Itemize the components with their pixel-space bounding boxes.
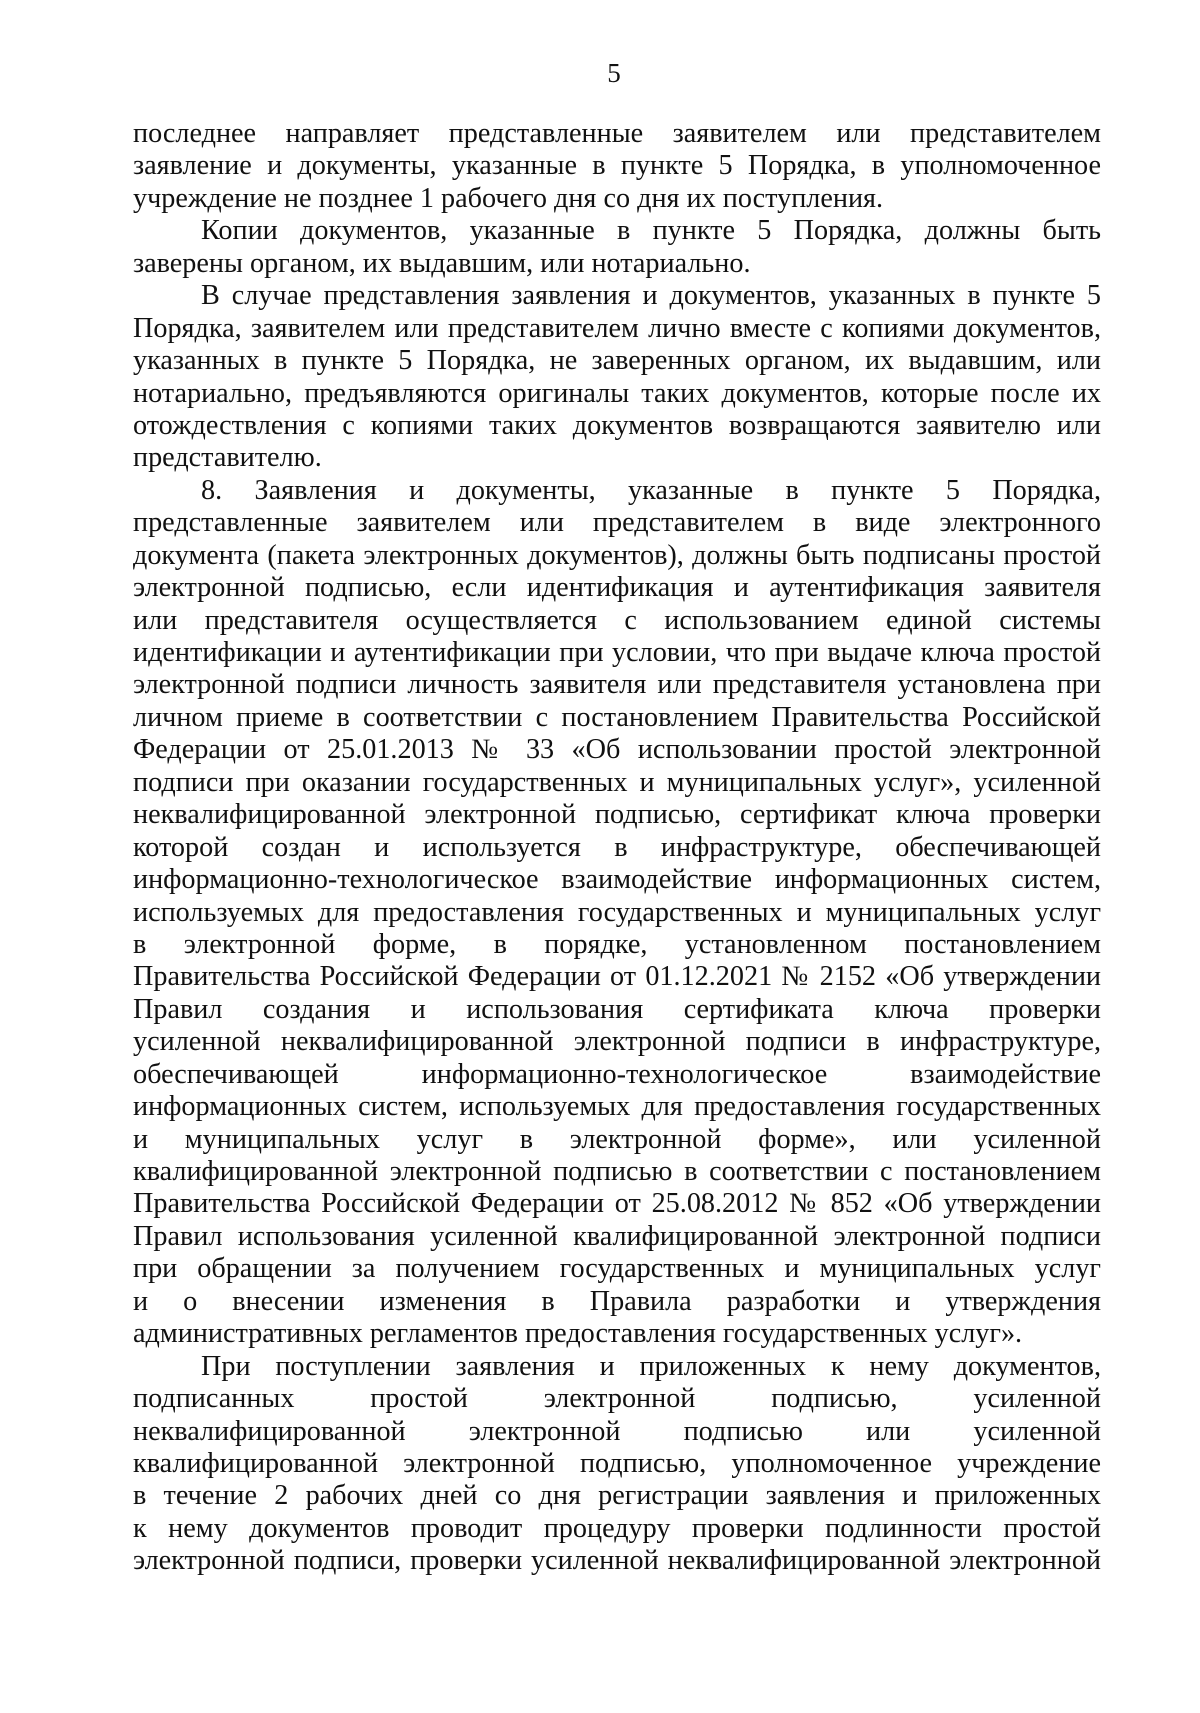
text-line: личном приеме в соответствии с постановлением Правительства Российской	[133, 701, 1101, 733]
text-line: и о внесении изменения в Правила разработки и утверждения	[133, 1285, 1101, 1317]
text-line: представителю.	[133, 442, 322, 474]
text-line: неквалифицированной электронной подписью или усиленной	[133, 1415, 1101, 1447]
text-line: Федерации от 25.01.2013 № 33 «Об использовании простой электронной	[133, 734, 1101, 766]
document-body	[133, 118, 1101, 1578]
text-line: квалифицированной электронной подписью в соответствии с постановлением	[133, 1156, 1101, 1187]
text-line: информационно-технологическое взаимодействие информационных систем,	[133, 864, 1101, 896]
text-line: и муниципальных услуг в электронной форме», или усиленной	[133, 1123, 1101, 1155]
text-line: Правительства Российской Федерации от 25.08.2012 № 852 «Об утверждении	[133, 1188, 1101, 1220]
text-line: В случае представления заявления и документов, указанных в пункте 5	[201, 280, 1101, 312]
text-line: или представителя осуществляется с использованием единой системы	[133, 604, 1101, 636]
text-line: учреждение не позднее 1 рабочего дня со дня их поступления.	[133, 182, 884, 214]
text-line: подписи при оказании государственных и муниципальных услуг», усиленной	[133, 766, 1101, 798]
text-line: административных регламентов предоставления государственных услуг».	[133, 1318, 1023, 1350]
text-line: нотариально, предъявляются оригиналы таких документов, которые после их	[133, 377, 1101, 409]
text-line: в течение 2 рабочих дней со дня регистрации заявления и приложенных	[133, 1480, 1101, 1512]
text-line: 8. Заявления и документы, указанные в пункте 5 Порядка,	[201, 474, 1101, 506]
text-line: электронной подписью, если идентификация и аутентификация заявителя	[133, 572, 1101, 604]
text-line: к нему документов проводит процедуру проверки подлинности простой	[133, 1512, 1101, 1544]
text-line: информационных систем, используемых для предоставления государственных	[133, 1091, 1101, 1123]
text-line: усиленной неквалифицированной электронной подписи в инфраструктуре,	[133, 1026, 1101, 1058]
text-line: электронной подписи личность заявителя или представителя установлена при	[133, 669, 1101, 701]
text-line: Порядка, заявителем или представителем лично вместе с копиями документов,	[133, 312, 1101, 344]
text-line: электронной подписи, проверки усиленной неквалифицированной электронной	[133, 1545, 1101, 1577]
text-line: квалифицированной электронной подписью, уполномоченное учреждение	[133, 1447, 1101, 1479]
text-line: Правительства Российской Федерации от 01.12.2021 № 2152 «Об утверждении	[133, 961, 1101, 993]
text-line: представленные заявителем или представителем в виде электронного	[133, 507, 1101, 539]
text-line: заявление и документы, указанные в пункте 5 Порядка, в уполномоченное	[133, 150, 1101, 182]
text-line: отождествления с копиями таких документов возвращаются заявителю или	[133, 409, 1101, 441]
text-line: при обращении за получением государственных и муниципальных услуг	[133, 1253, 1101, 1285]
text-line: обеспечивающей информационно-технологическое взаимодействие	[133, 1058, 1101, 1090]
text-line: заверены органом, их выдавшим, или нотариально.	[133, 247, 751, 279]
text-line: документа (пакета электронных документов), должны быть подписаны простой	[133, 539, 1101, 571]
text-line: Правил использования усиленной квалифицированной электронной подписи	[133, 1220, 1101, 1252]
text-line: которой создан и используется в инфраструктуре, обеспечивающей	[133, 831, 1101, 863]
page-number: 5	[607, 58, 621, 88]
text-line: идентификации и аутентификации при условии, что при выдаче ключа простой	[133, 637, 1101, 668]
text-line: Правил создания и использования сертификата ключа проверки	[133, 993, 1101, 1025]
text-line: используемых для предоставления государственных и муниципальных услуг	[133, 896, 1101, 928]
text-line: в электронной форме, в порядке, установленном постановлением	[133, 928, 1101, 960]
text-line: неквалифицированной электронной подписью, сертификат ключа проверки	[133, 799, 1101, 831]
text-line: указанных в пункте 5 Порядка, не заверенных органом, их выдавшим, или	[133, 345, 1101, 377]
text-line: последнее направляет представленные заявителем или представителем	[133, 118, 1101, 149]
text-line: подписанных простой электронной подписью, усиленной	[133, 1383, 1101, 1415]
text-line: При поступлении заявления и приложенных к нему документов,	[201, 1350, 1101, 1382]
text-line: Копии документов, указанные в пункте 5 Порядка, должны быть	[201, 215, 1101, 247]
